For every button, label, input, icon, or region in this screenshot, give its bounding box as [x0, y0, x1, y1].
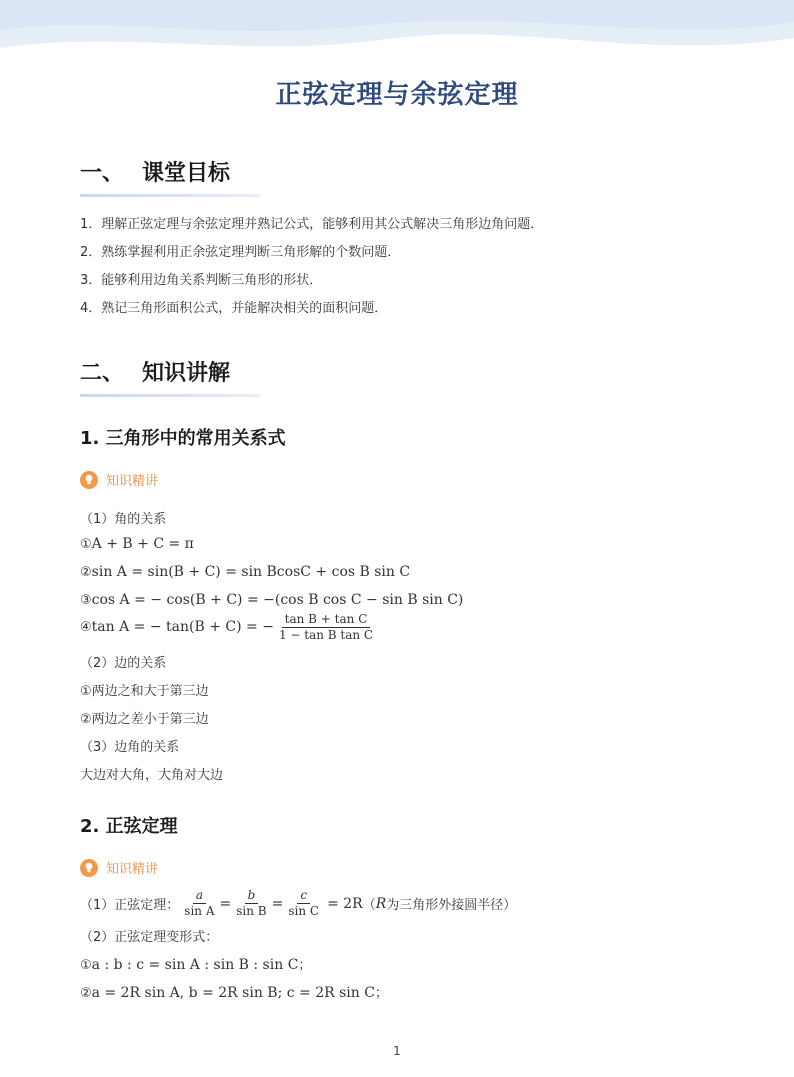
- section-number: 二、: [80, 361, 125, 386]
- list-item: 4．熟记三角形面积公式，并能解决相关的面积问题．: [80, 301, 388, 316]
- section-label: 知识讲解: [142, 361, 231, 386]
- section-underline: [80, 394, 260, 397]
- list-item: 1．理解正弦定理与余弦定理并熟记公式，能够利用其公式解决三角形边角问题．: [80, 217, 544, 232]
- formula-expr: cos A = − cos(B + C) = −(cos B cos C − sin B sin C): [91, 592, 464, 608]
- sine-law-formula: （1）正弦定理： $\frac{a}{\text{sin A}}$ = $\frac{b}{\text{sin B}}$ = $\frac{c}{\text{sin C}}$ = 2R （ R 为三角形外接圆半径）: [80, 888, 517, 918]
- formula-3: ③cos A = − cos(B + C) = −(cos B cos C − sin B sin C): [80, 592, 464, 608]
- section-heading-goals: [80, 156, 230, 187]
- goal-list: [80, 214, 543, 326]
- fraction: $\frac{a}{\text{sin A}}$: [184, 888, 215, 918]
- page-number: 1: [393, 1044, 401, 1058]
- list-item: 3．能够利用边角关系判断三角形的形状．: [80, 273, 323, 288]
- section-heading-knowledge: [80, 356, 230, 387]
- variant-2: ②a = 2R sin A, b = 2R sin B; c = 2R sin C；: [80, 985, 388, 1001]
- side-angle-title: （3）边角的关系: [80, 740, 180, 755]
- section-number: 一、: [80, 161, 125, 186]
- subsection-heading-relations: 1. 三角形中的常用关系式: [80, 428, 286, 449]
- document-title: 正弦定理与余弦定理: [275, 80, 519, 110]
- side-relation-1: ①两边之和大于第三边: [80, 684, 209, 699]
- knowledge-tag: [80, 858, 158, 877]
- angle-relation-title: （1）角的关系: [80, 512, 167, 527]
- section-underline: [80, 194, 260, 197]
- formula-2: ②sin A = sin(B + C) = sin BcosC + cos B sin C: [80, 564, 411, 580]
- formula-1: ①A + B + C = π: [80, 536, 194, 552]
- subsection-heading-sine-law: 2. 正弦定理: [80, 816, 178, 837]
- fraction: $\frac{b}{\text{sin B}}$: [236, 888, 267, 918]
- section-label: 课堂目标: [142, 161, 231, 186]
- list-item: 2．熟练掌握利用正余弦定理判断三角形解的个数问题．: [80, 245, 401, 260]
- formula-expr: sin A = sin(B + C) = sin BcosC + cos B sin C: [91, 564, 411, 580]
- sine-law-variants-title: （2）正弦定理变形式：: [80, 930, 219, 945]
- side-relation-title: （2）边的关系: [80, 656, 167, 671]
- header-wave-decoration: [0, 0, 794, 70]
- fraction: $\frac{\text{tan B + tan C}}{\text{1 − tan B tan C}}$: [278, 612, 374, 642]
- variant-1: ①a : b : c = sin A : sin B : sin C；: [80, 957, 312, 973]
- bulb-icon: [80, 859, 98, 877]
- formula-expr: tan A = − tan(B + C) = −: [91, 619, 274, 635]
- side-angle-1: 大边对大角，大角对大边: [80, 768, 224, 783]
- bulb-icon: [80, 471, 98, 489]
- formula-expr: A + B + C = π: [91, 536, 194, 552]
- tag-label: 知识精讲: [106, 474, 159, 489]
- formula-4: ④tan A = − tan(B + C) = − $\frac{\text{tan B + tan C}}{\text{1 − tan B tan C}}$: [80, 612, 378, 643]
- formula-expr: a = 2R sin A, b = 2R sin B; c = 2R sin C: [91, 985, 375, 1001]
- knowledge-tag: [80, 470, 158, 489]
- fraction: $\frac{c}{\text{sin C}}$: [288, 888, 320, 918]
- side-relation-2: ②两边之差小于第三边: [80, 712, 209, 727]
- tag-label: 知识精讲: [106, 862, 159, 877]
- formula-expr: a : b : c = sin A : sin B : sin C: [91, 957, 299, 973]
